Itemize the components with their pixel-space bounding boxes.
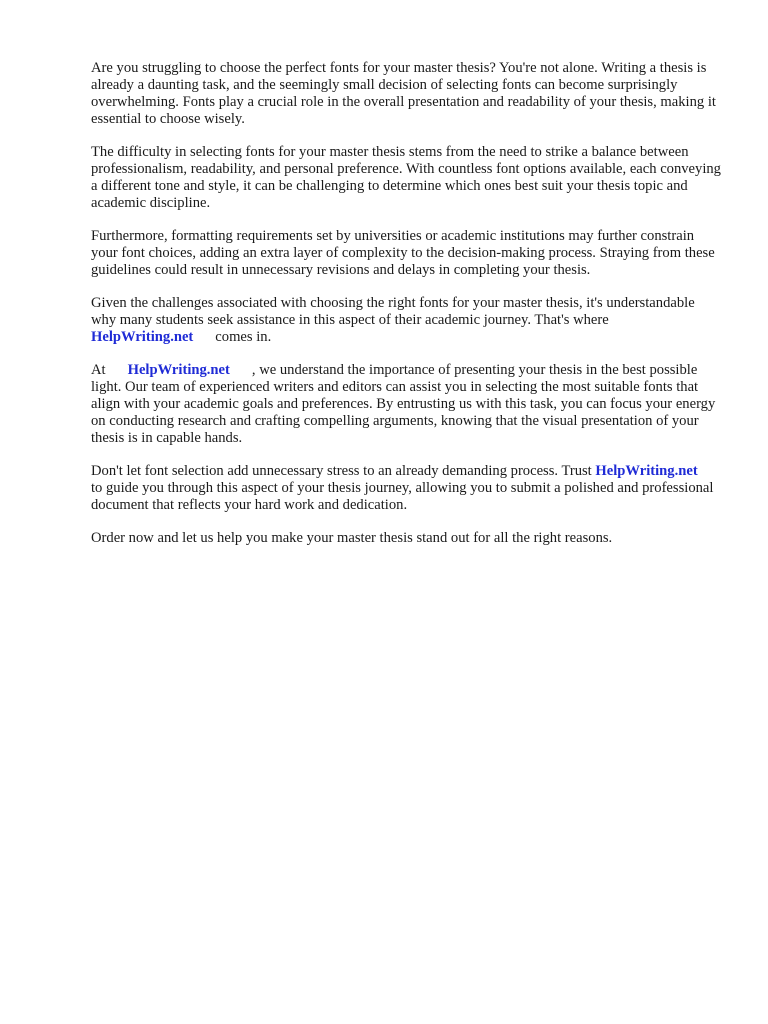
document-body <box>91 60 721 563</box>
paragraph-formatting: Furthermore, formatting requirements set by universities or academic institutions may further constrain your font choices, adding an extra layer of complexity to the decision-making process. Straying from these guidelines could result in unnecessary revisions and delays in completing your thesis. <box>91 228 715 278</box>
paragraph-intro: Are you struggling to choose the perfect fonts for your master thesis? You're not alone. Writing a thesis is already a daunting task, and the seemingly small decision of selecting fonts can become surprisingly overwhelming. Fonts play a crucial role in the overall presentation and readability of your thesis, making it essential to choose wisely. <box>91 60 716 127</box>
paragraph-challenges-tail: comes in. <box>215 329 272 345</box>
helpwriting-link[interactable]: HelpWriting.net <box>91 329 194 345</box>
paragraph-call-to-action: Order now and let us help you make your master thesis stand out for all the right reasons. <box>91 530 613 546</box>
paragraph-trust-text: Don't let font selection add unnecessary stress to an already demanding process. Trust <box>91 463 592 479</box>
paragraph-challenges <box>91 295 721 346</box>
paragraph-difficulty: The difficulty in selecting fonts for your master thesis stems from the need to strike a balance between professionalism, readability, and personal preference. With countless font options available, each conveying a different tone and style, it can be challenging to determine which ones best suit your thesis topic and academic discipline. <box>91 144 721 211</box>
helpwriting-link[interactable]: HelpWriting.net <box>595 463 698 479</box>
paragraph-challenges-text: Given the challenges associated with choosing the right fonts for your master thesis, it's understandable why many students seek assistance in this aspect of their academic journey. That's where <box>91 295 695 328</box>
paragraph-about-text: , we understand the importance of presenting your thesis in the best possible light. Our team of experienced writers and editors can assist you in selecting the most suitable fonts that align with your academic goals and preferences. By entrusting us with this task, you can focus your energy on conducting research and crafting compelling arguments, knowing that the visual presentation of your thesis is in capable hands. <box>91 362 716 446</box>
paragraph-about <box>91 362 721 447</box>
paragraph-trust <box>91 463 721 514</box>
paragraph-trust-tail: to guide you through this aspect of your thesis journey, allowing you to submit a polished and professional document that reflects your hard work and dedication. <box>91 480 714 513</box>
helpwriting-link[interactable]: HelpWriting.net <box>127 362 230 378</box>
paragraph-about-lead: At <box>91 362 106 378</box>
